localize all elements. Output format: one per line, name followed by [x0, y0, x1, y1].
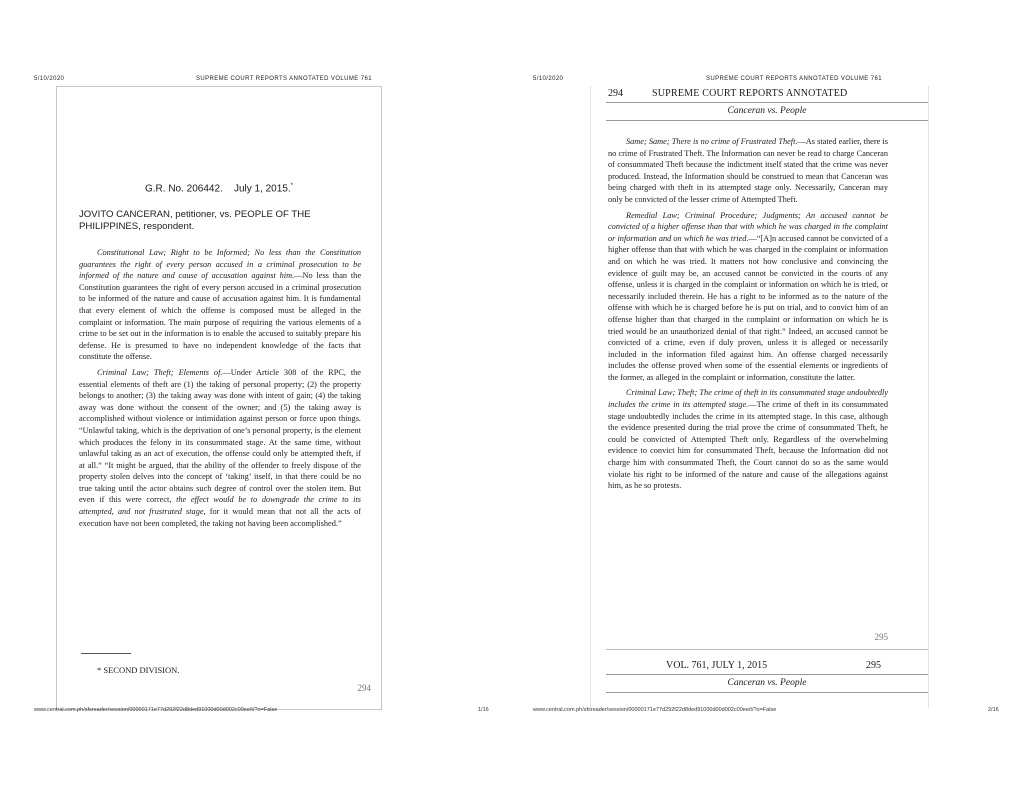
header-date-right: 5/10/2020 — [533, 76, 564, 82]
case-heading — [57, 183, 381, 194]
right-paragraph-3 — [608, 387, 888, 491]
right-paragraph-2 — [608, 210, 888, 384]
running-page-number-2: 295 — [866, 660, 881, 671]
running-rule-4 — [606, 692, 928, 693]
running-rule-3 — [606, 674, 928, 675]
syllabus-2-body-b: for it would mean that not all the acts of execution have not been completed, the taking not having been accomplished.” — [79, 507, 362, 528]
header-title-left: SUPREME COURT REPORTS ANNOTATED VOLUME 761 — [196, 76, 372, 82]
running-rule-2 — [606, 120, 928, 121]
running-title: SUPREME COURT REPORTS ANNOTATED — [652, 88, 848, 99]
right-paragraph-1 — [608, 136, 888, 206]
left-page — [56, 86, 382, 710]
footnote-marker: * — [290, 183, 293, 189]
header-title-right: SUPREME COURT REPORTS ANNOTATED VOLUME 761 — [706, 76, 882, 82]
page-number-right-small: 295 — [874, 632, 888, 642]
p3-body: —The crime of theft in its consummated stage undoubtedly includes the crime in its attempted stage. In this case, although the evidence presented during the trial prove the crime of consummated Theft, he could be convicted of Attempted Theft only. Regardless of the overwhelming evidence to convict him for consummated Theft, because the Information did not charge him with consummated Theft, the Court cannot do so as the same would violate his right to be informed of the nature and cause of the allegations against him, as he so protests. — [608, 400, 888, 491]
running-page-number: 294 — [608, 88, 623, 99]
case-number: G.R. No. 206442. — [144, 183, 223, 195]
syllabus-2-body-a: —Under Article 308 of the RPC, the essential elements of theft are (1) the taking of personal property; (2) the property belongs to another; (3) the taking away was done with intent of gain; (4) the taking away was done without the consent of the owner; and (5) the taking away is accomplished without violence or intimidation against person or force upon things. “Unlawful taking, which is the deprivation of one’s personal property, is the element which produces the felony in its consummated stage. At the same time, without unlawful taking as an act of execution, the offense could only be attempted theft, if at all.” “It might be argued, that the ability of the offender to freely dispose of the property stolen delves into the concept of ‘taking’ itself, in that there could be no true taking until the actor obtains such degree of control over the stolen item. But even if this were correct, — [79, 367, 361, 505]
syllabus-1-head: Constitutional Law; Right to be Informed; No less than the Constitution guarantees the right of every person accused in a criminal prosecution to be informed of the nature and cause of accusation against him. — [79, 248, 361, 281]
syllabus-left — [79, 247, 361, 529]
page-number-left: 294 — [357, 683, 371, 693]
syllabus-right — [608, 136, 888, 492]
right-page — [606, 86, 928, 708]
header-date-left: 5/10/2020 — [34, 76, 65, 82]
page-break-rule — [606, 649, 928, 650]
p3-head: Criminal Law; Theft; The crime of theft in its consummated stage undoubtedly includes the crime in its attempted stage. — [608, 388, 888, 410]
running-rule-1 — [606, 102, 928, 103]
footer-url-right[interactable]: www.central.com.ph/sfsreader/session/00000171e77d292f22d8ded91000d00d002c00ee/t/?o=False — [533, 707, 777, 713]
syllabus-paragraph-2 — [79, 367, 361, 529]
footnote-text: * SECOND DIVISION. — [97, 665, 180, 675]
syllabus-2-italic: the effect would be to downgrade the crime to its attempted, and not frustrated stage, — [79, 495, 361, 517]
page-edge-right — [928, 86, 929, 708]
syllabus-1-body: —No less than the Constitution guarantees the right of every person accused in a criminal prosecution to be informed of the nature and cause of accusation against him. It is fundamental that every element of which the offense is composed must be alleged in the complaint or information. The main purpose of requiring the various elements of a crime to be set out in the information is to enable the accused to suitably prepare his defense. He is presumed to have no independent knowledge of the facts that constitute the offense. — [79, 271, 361, 362]
syllabus-2-head: Criminal Law; Theft; Elements of. — [97, 367, 223, 377]
footnote-divider — [81, 653, 131, 654]
page-edge-left — [590, 86, 591, 708]
running-case-2: Canceran vs. People — [727, 678, 807, 688]
case-date: July 1, 2015. — [233, 183, 291, 195]
running-vol: VOL. 761, JULY 1, 2015 — [666, 660, 768, 671]
p1-body: —As stated earlier, there is no crime of Frustrated Theft. The Information can never be read to charge Canceran of consummated Theft because the indictment itself stated that the crime was never produced. Instead, the Information should be construed to mean that Canceran was being charged with theft in its attempted stage only. Necessarily, Canceran may only be convicted of the lesser crime of Attempted Theft. — [608, 137, 888, 204]
p2-head: Remedial Law; Criminal Procedure; Judgments; An accused cannot be convicted of a higher offense than that with which he was charged in the complaint or information and on which he was tried. — [608, 210, 888, 243]
case-parties: JOVITO CANCERAN, petitioner, vs. PEOPLE OF THE PHILIPPINES, respondent. — [79, 209, 311, 232]
p1-head: Same; Same; There is no crime of Frustrated Theft. — [626, 137, 798, 146]
footer-url-left[interactable]: www.central.com.ph/sfsreader/session/00000171e77d292f22d8ded91000d00d002c00ee/t/?o=False — [34, 707, 278, 713]
footer-pages-right: 2/16 — [988, 707, 999, 713]
syllabus-paragraph-1 — [79, 247, 361, 363]
p2-body: —“[A]n accused cannot be convicted of a higher offense than that with which he was charged in the complaint or information and on which he was tried. It matters not how conclusive and convincing the evidence of guilt may be, an accused cannot be convicted in the courts of any offense, unless it is charged in the complaint or information on which he is tried, or necessarily included therein. He has a right to be informed as to the nature of the offense with which he is charged before he is put on trial, and to convict him of an offense higher than that charged in the complaint or information on which he is tried would be an unauthorized denial of that right.” Indeed, an accused cannot be convicted of a crime, even if duly proven, unless it is alleged or necessarily included in the information filed against him. An offense charged necessarily includes the offense proved when some of the essential elements or ingredients of the former, as alleged in the complaint or information, constitute the latter. — [608, 233, 888, 382]
running-case: Canceran vs. People — [727, 106, 807, 116]
footer-pages-left: 1/16 — [478, 707, 489, 713]
